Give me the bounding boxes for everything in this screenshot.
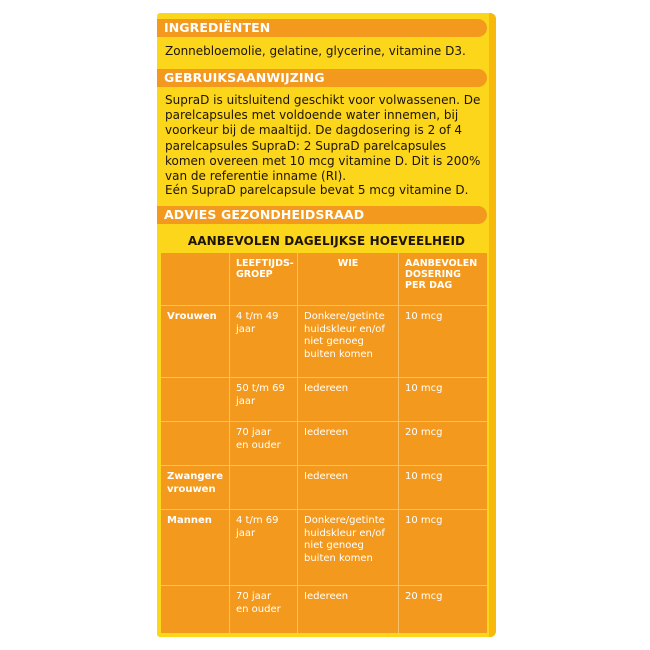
table-row-group: Mannen [167, 515, 212, 526]
usage-heading: GEBRUIKSAANWIJZING [157, 69, 487, 87]
table-row-age: 4 t/m 69 jaar [236, 515, 279, 539]
table-row-group: Vrouwen [167, 311, 217, 322]
table-row-who: Iedereen [304, 471, 349, 482]
table-header-age: LEEFTIJDS-GROEP [236, 258, 294, 280]
package-panel [157, 13, 496, 637]
table-row-dose: 20 mcg [405, 591, 443, 602]
table-row-group: Zwangere vrouwen [167, 471, 224, 495]
table-row-dose: 20 mcg [405, 427, 443, 438]
table-row-dose: 10 mcg [405, 311, 443, 322]
table-row-who: Iedereen [304, 427, 349, 438]
table-row-age: 70 jaar en ouder [236, 591, 281, 615]
table-row-who: Iedereen [304, 591, 349, 602]
table-row-dose: 10 mcg [405, 471, 443, 482]
table-row-age: 4 t/m 49 jaar [236, 311, 279, 335]
panel-edge [489, 13, 496, 637]
table-row-age [230, 466, 292, 476]
ingredients-text: Zonnebloemolie, gelatine, glycerine, vitamine D3. [165, 44, 466, 58]
ingredients-heading: INGREDIËNTEN [157, 19, 487, 37]
usage-text-capsule: Eén SupraD parelcapsule bevat 5 mcg vitamine D. [165, 183, 469, 197]
table-row-group [161, 422, 229, 432]
table-header-dose: AANBEVOLEN DOSERING PER DAG [405, 258, 478, 291]
table-row-dose: 10 mcg [405, 515, 443, 526]
table-row-age: 70 jaar en ouder [236, 427, 281, 451]
table-row-age: 50 t/m 69 jaar [236, 383, 285, 407]
table-header-who: WIE [337, 258, 359, 269]
table-row-who: Iedereen [304, 383, 349, 394]
table-row-dose: 10 mcg [405, 383, 443, 394]
table-row-who: Donkere/getinte huidskleur en/of niet genoeg buiten komen [304, 515, 385, 564]
table-row-who: Donkere/getinte huidskleur en/of niet genoeg buiten komen [304, 311, 385, 360]
usage-text: SupraD is uitsluitend geschikt voor volwassenen. De parelcapsules met voldoende water innemen, bij voorkeur bij de maaltijd. De dagdosering is 2 of 4 parelcapsules SupraD: 2 SupraD parelcapsules komen overeen met 10 mcg vitamine D. Dit is 200% van de referentie inname (RI). [165, 93, 481, 184]
dosage-table [161, 253, 487, 633]
table-row-group [161, 378, 229, 388]
advice-heading: ADVIES GEZONDHEIDSRAAD [157, 206, 487, 224]
table-title: AANBEVOLEN DAGELIJKSE HOEVEELHEID [187, 234, 466, 248]
table-row-group [161, 586, 229, 596]
